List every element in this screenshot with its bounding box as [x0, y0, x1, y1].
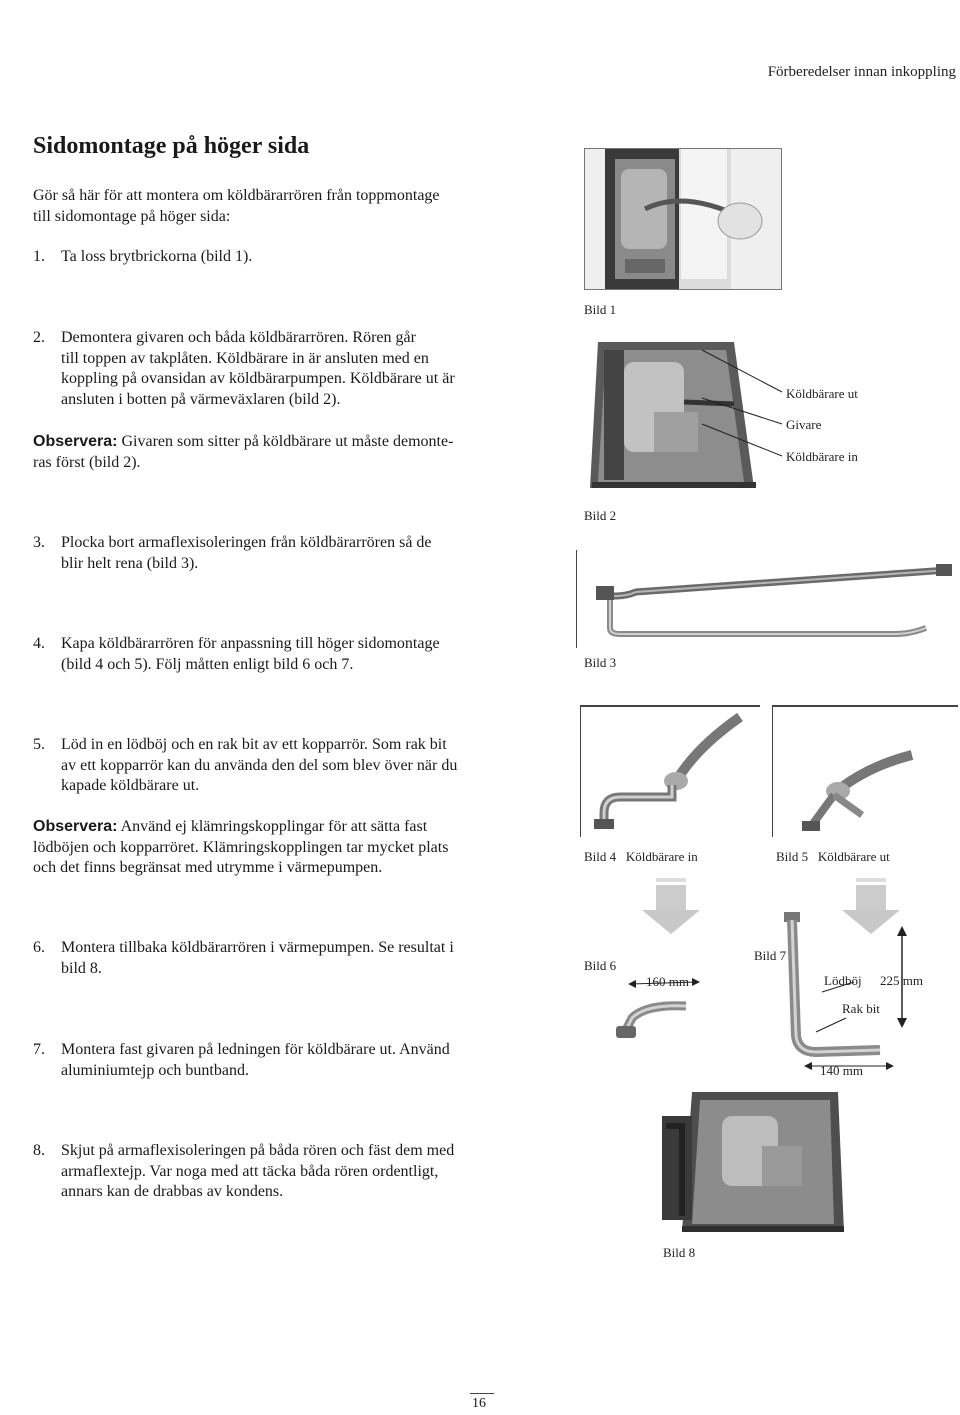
bild-6-caption: Bild 6 — [584, 958, 617, 973]
label-lodboj: Lödböj — [824, 973, 862, 988]
dim-225: 225 mm — [880, 973, 923, 988]
step-2-text — [61, 328, 455, 410]
bild-7-caption: Bild 7 — [754, 948, 787, 963]
note-label: Observera: — [33, 433, 118, 450]
step-line: Demontera givaren och båda köldbärarrören. Rören går — [61, 329, 416, 346]
step-number: 5. — [33, 736, 45, 753]
intro-line: Gör så här för att montera om köldbärarrören från toppmontage — [33, 187, 440, 204]
step-3-text — [61, 533, 432, 574]
label-koldbarare-ut: Köldbärare ut — [786, 386, 858, 401]
step-number: 4. — [33, 635, 45, 652]
note-2 — [33, 817, 553, 879]
bild-1-photo — [584, 148, 782, 290]
step-5-text — [61, 735, 457, 797]
bild-4-number: Bild 4 — [584, 849, 617, 864]
step-line: Kapa köldbärarrören för anpassning till höger sidomontage — [61, 635, 440, 652]
bild-5-photo — [772, 705, 958, 837]
note-line: lödböjen och kopparröret. Klämringskopplingen tar mycket plats — [33, 838, 449, 856]
note-line: och det finns begränsat med utrymme i värmepumpen. — [33, 859, 383, 876]
step-6-text — [61, 938, 454, 979]
step-line: ansluten i botten på värmeväxlaren (bild 2). — [61, 390, 341, 408]
step-8-text — [61, 1141, 454, 1203]
section-title: Sidomontage på höger sida — [33, 133, 310, 159]
step-number: 3. — [33, 534, 45, 551]
dim-140: 140 mm — [820, 1063, 863, 1078]
bild-4-text: Köldbärare in — [625, 849, 698, 864]
label-givare: Givare — [786, 417, 822, 432]
page-number: 16 — [472, 1396, 486, 1411]
step-line: (bild 4 och 5). Följ måtten enligt bild 6 och 7. — [61, 655, 354, 673]
bild-3-caption: Bild 3 — [584, 655, 617, 670]
note-label: Observera: — [33, 818, 118, 835]
down-arrow-icon — [640, 876, 702, 936]
step-line: blir helt rena (bild 3). — [61, 554, 199, 572]
bild-2-caption: Bild 2 — [584, 508, 617, 523]
step-line: Ta loss brytbrickorna (bild 1). — [61, 248, 253, 265]
bild-5-number: Bild 5 — [776, 849, 809, 864]
step-1-text — [61, 247, 252, 268]
note-1 — [33, 432, 553, 473]
step-line: bild 8. — [61, 959, 102, 977]
bild-4-caption — [584, 849, 698, 865]
note-line: Givaren som sitter på köldbärare ut måste demonte- — [117, 433, 454, 450]
step-number: 1. — [33, 248, 45, 265]
bild-5-text: Köldbärare ut — [817, 849, 890, 864]
running-header: Förberedelser innan inkoppling — [767, 64, 956, 80]
step-line: Montera fast givaren på ledningen för köldbärare ut. Använd — [61, 1041, 450, 1058]
step-line: Skjut på armaflexisoleringen på båda rören och fäst dem med — [61, 1142, 455, 1159]
step-number: 2. — [33, 329, 45, 346]
bild-8-caption: Bild 8 — [663, 1245, 696, 1260]
step-line: aluminiumtejp och buntband. — [61, 1061, 249, 1079]
step-line: till toppen av takplåten. Köldbärare in är ansluten med en — [61, 349, 429, 367]
step-4-text — [61, 634, 440, 675]
step-number: 7. — [33, 1041, 45, 1058]
intro-line: till sidomontage på höger sida: — [33, 207, 231, 225]
step-line: Plocka bort armaflexisoleringen från köldbärarrören så de — [61, 534, 432, 551]
page-number-rule — [470, 1393, 494, 1394]
step-number: 8. — [33, 1142, 45, 1159]
step-line: kapade köldbärare ut. — [61, 777, 200, 794]
step-line: koppling på ovansidan av köldbärarpumpen. Köldbärare ut är — [61, 370, 455, 387]
label-koldbarare-in: Köldbärare in — [786, 449, 858, 464]
bild-1-caption: Bild 1 — [584, 302, 617, 317]
note-line: ras först (bild 2). — [33, 453, 141, 471]
step-line: Montera tillbaka köldbärarrören i värmepumpen. Se resultat i — [61, 939, 454, 956]
bild-8-photo — [662, 1086, 848, 1236]
step-line: annars kan de drabbas av kondens. — [61, 1183, 284, 1200]
step-line: Löd in en lödböj och en rak bit av ett kopparrör. Som rak bit — [61, 736, 447, 753]
step-line: av ett kopparrör kan du använda den del som blev över när du — [61, 756, 458, 774]
note-line: Använd ej klämringskopplingar för att sätta fast — [117, 818, 428, 835]
step-7-text — [61, 1040, 450, 1081]
step-number: 6. — [33, 939, 45, 956]
bild-2-leader-lines — [700, 340, 790, 470]
bild-5-caption — [776, 849, 890, 865]
label-rak-bit: Rak bit — [842, 1001, 880, 1016]
intro-text — [33, 186, 440, 227]
bild-3-photo — [576, 548, 958, 648]
bild-4-photo — [580, 705, 760, 837]
step-line: armaflextejp. Var noga med att täcka båda rören ordentligt, — [61, 1162, 439, 1180]
dim-160: 160 mm — [646, 974, 689, 989]
